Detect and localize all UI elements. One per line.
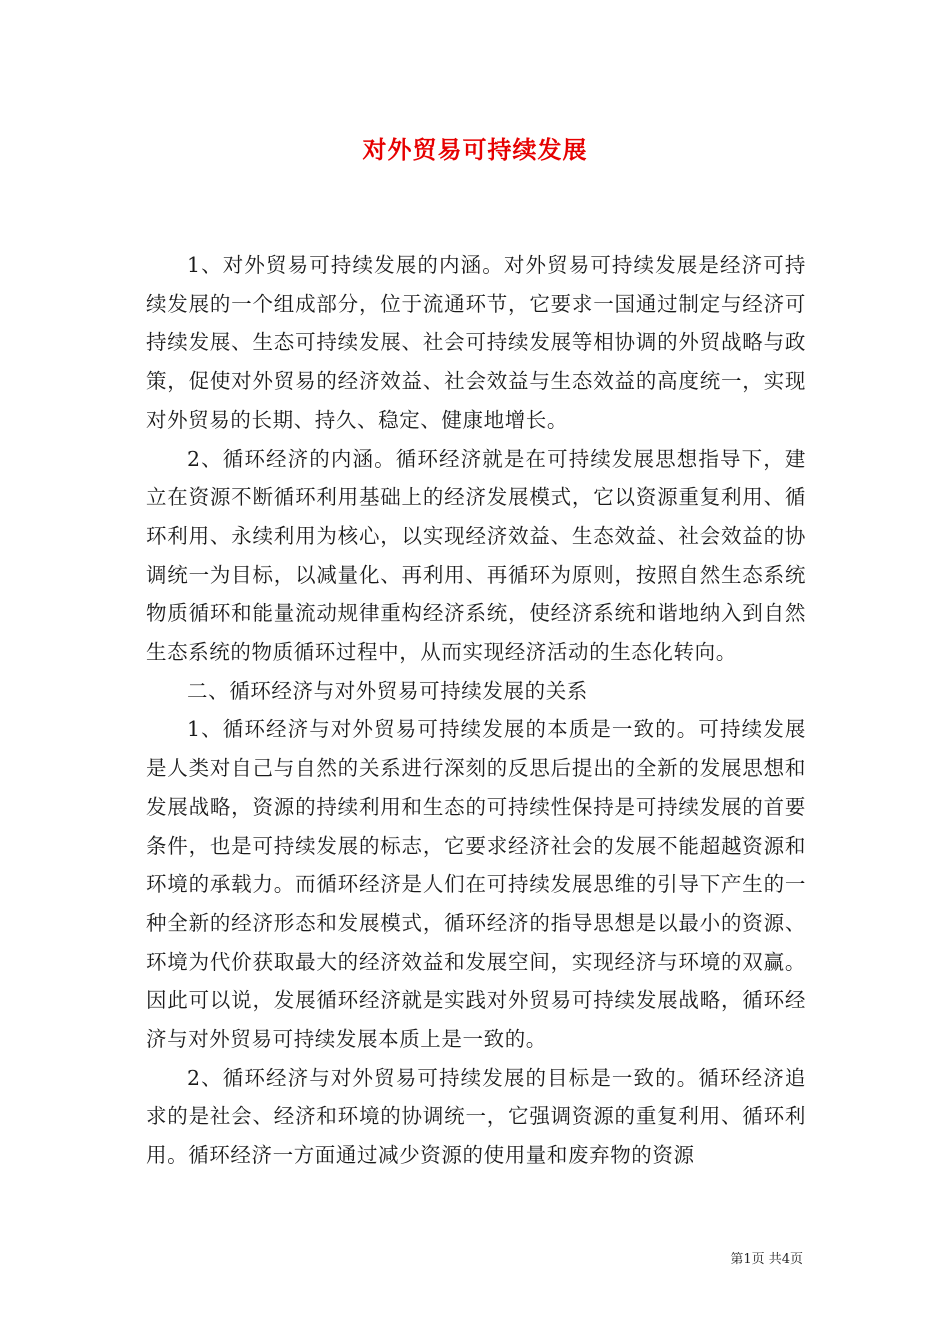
paragraph-4: 2、循环经济与对外贸易可持续发展的目标是一致的。循环经济追求的是社会、经济和环境的协调统一，它强调资源的重复利用、循环利用。循环经济一方面通过减少资源的使用量和废弃物的资源: [146, 1065, 806, 1168]
paragraph-3: 1、循环经济与对外贸易可持续发展的本质是一致的。可持续发展是人类对自己与自然的关系进行深刻的反思后提出的全新的发展思想和发展战略，资源的持续利用和生态的可持续性保持是可持续发展的首要条件，也是可持续发展的标志，它要求经济社会的发展不能超越资源和环境的承载力。而循环经济是人们在可持续发展思维的引导下产生的一种全新的经济形态和发展模式，循环经济的指导思想是以最小的资源、环境为代价获取最大的经济效益和发展空间，实现经济与环境的双赢。因此可以说，发展循环经济就是实践对外贸易可持续发展战略，循环经济与对外贸易可持续发展本质上是一致的。: [146, 717, 806, 1052]
page-number: 第1页 共4页: [730, 1252, 803, 1267]
document-body: [146, 246, 806, 1175]
document-title: 对外贸易可持续发展: [362, 136, 588, 164]
section-heading: 二、循环经济与对外贸易可持续发展的关系: [187, 678, 588, 703]
paragraph-1: 1、对外贸易可持续发展的内涵。对外贸易可持续发展是经济可持续发展的一个组成部分，位于流通环节，它要求一国通过制定与经济可持续发展、生态可持续发展、社会可持续发展等相协调的外贸战略与政策，促使对外贸易的经济效益、社会效益与生态效益的高度统一，实现对外贸易的长期、持久、稳定、健康地增长。: [146, 253, 806, 432]
paragraph-2: 2、循环经济的内涵。循环经济就是在可持续发展思想指导下，建立在资源不断循环利用基础上的经济发展模式，它以资源重复利用、循环利用、永续利用为核心，以实现经济效益、生态效益、社会效益的协调统一为目标，以减量化、再利用、再循环为原则，按照自然生态系统物质循环和能量流动规律重构经济系统，使经济系统和谐地纳入到自然生态系统的物质循环过程中，从而实现经济活动的生态化转向。: [146, 446, 806, 665]
